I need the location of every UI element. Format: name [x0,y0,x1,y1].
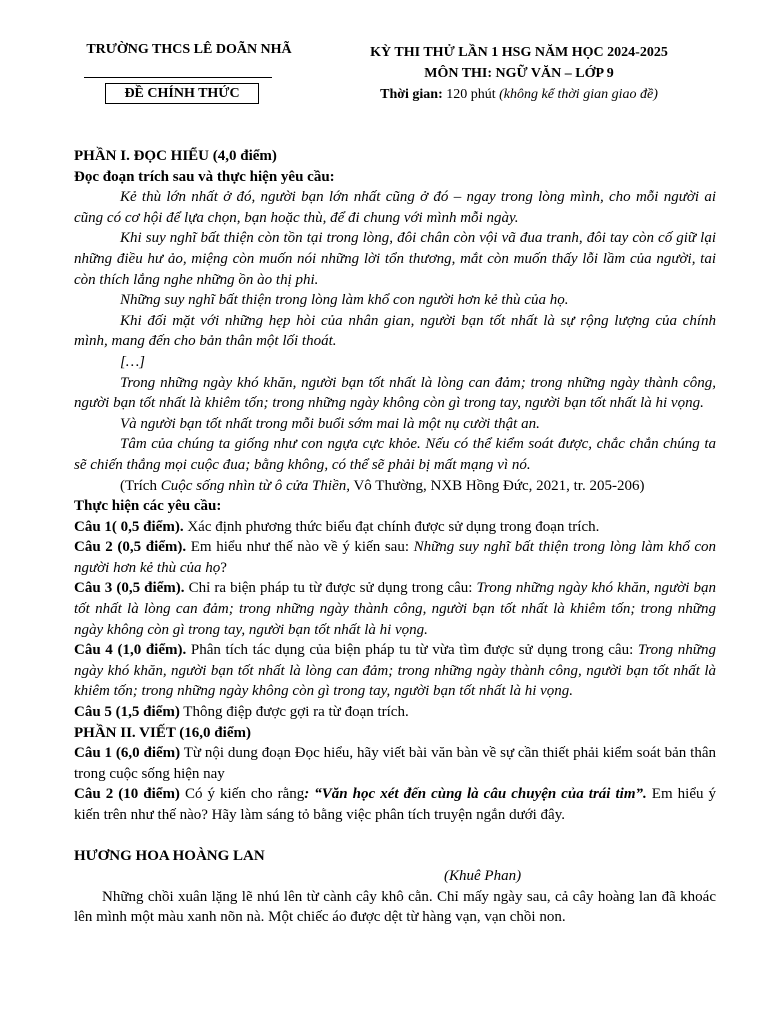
passage-paragraph-7: Tâm của chúng ta giống như con ngựa cực khỏe. Nếu có thể kiểm soát được, chắc chắn chúng ta sẽ chiến thắng mọi cuộc đua; bằng không, có thể sẽ phải bị mất mạng vì nó. [74,436,716,473]
exam-subject: MÔN THI: NGỮ VĂN – LỚP 9 [424,66,614,81]
writing-question-2-label: Câu 2 (10 điểm) [74,786,180,803]
question-3 [74,578,716,640]
part2-heading: PHẦN II. VIẾT (16,0 điểm) [74,724,251,741]
story-title: HƯƠNG HOA HOÀNG LAN [74,847,265,864]
source-suffix: Vô Thường, NXB Hồng Đức, 2021, tr. 205-206) [349,477,645,494]
time-value: 120 phút [442,87,500,102]
question-1-text: Xác định phương thức biểu đạt chính được sử dụng trong đoạn trích. [183,518,600,535]
passage-paragraph-2: Khi suy nghĩ bất thiện còn tồn tại trong lòng, đôi chân còn vội vã đua tranh, đôi tay còn cố giữ lại những điều hư ảo, miệng còn muốn nói những lời tổn thương, mắt còn muốn thấy lỗi lầm của người, tai còn thích lắng nghe những ồn ào thị phi. [74,230,716,288]
official-label-box: ĐỀ CHÍNH THỨC [105,83,259,104]
story-author: (Khuê Phan) [444,868,522,885]
question-5 [74,702,716,723]
question-2 [74,537,716,578]
exam-body [74,146,716,928]
question-5-label: Câu 5 (1,5 điểm) [74,704,180,721]
question-3-text: Chỉ ra biện pháp tu từ được sử dụng trong câu: [184,580,477,597]
question-4-text: Phân tích tác dụng của biện pháp tu từ vừa tìm được sử dụng trong câu: [186,642,638,659]
question-3-label: Câu 3 (0,5 điểm). [74,580,185,597]
school-header [74,42,304,78]
source-title: Cuộc sống nhìn từ ô cửa Thiền, [160,477,350,494]
time-label: Thời gian: [380,87,443,102]
question-1 [74,517,716,538]
passage-paragraph-1: Kẻ thù lớn nhất ở đó, người bạn lớn nhất cũng ở đó – ngay trong lòng mình, cho mỗi người ai cũng có cơ hội để lựa chọn, bạn hoặc thù, để đi chung với mình mỗi ngày. [74,189,716,226]
writing-question-2-quote: : “Văn học xét đến cùng là câu chuyện của trái tim”. [304,786,647,803]
question-2-text: Em hiểu như thế nào về ý kiến sau: [186,539,414,556]
question-2-end: ? [220,559,227,576]
exam-time [336,84,702,105]
question-5-text: Thông điệp được gợi ra từ đoạn trích. [179,704,409,721]
school-name: TRƯỜNG THCS LÊ DOÃN NHÃ [86,42,292,57]
question-2-quote: Những suy nghĩ bất thiện trong lòng làm khổ con người hơn kẻ thù của họ [74,539,717,576]
exam-header [336,42,702,105]
requirements-heading: Thực hiện các yêu cầu: [74,498,222,515]
writing-question-2 [74,784,716,825]
question-4-quote: Trong những ngày khó khăn, người bạn tốt nhất là lòng can đảm; trong những ngày thành công, người bạn tốt nhất là khiêm tốn; trong những ngày không còn gì trong tay, người bạn tốt nhất là hi vọng. [74,642,716,700]
passage-paragraph-5: Trong những ngày khó khăn, người bạn tốt nhất là lòng can đảm; trong những ngày thành công, người bạn tốt nhất là khiêm tốn; trong những ngày không còn gì trong tay, người bạn tốt nhất là hi vọng. [74,374,716,412]
passage-source [74,476,716,497]
writing-question-2-end: Em hiểu ý kiến trên như thế nào? Hãy làm sáng tỏ bằng việc phân tích truyện ngắn dưới đây. [74,786,717,823]
passage-paragraph-4: Khi đối mặt với những hẹp hòi của nhân gian, người bạn tốt nhất là sự rộng lượng của chính mình, mang đến cho bản thân một lối thoát. [74,312,716,350]
source-prefix: (Trích [120,477,161,494]
question-2-label: Câu 2 (0,5 điểm). [74,539,187,556]
part1-instruction: Đọc đoạn trích sau và thực hiện yêu cầu: [74,168,335,185]
school-underline [84,77,272,78]
writing-question-1-text: Từ nội dung đoạn Đọc hiểu, hãy viết bài văn bàn về sự cần thiết phải kiểm soát bản thân trong cuộc sống hiện nay [74,745,716,782]
passage-paragraph-3: Những suy nghĩ bất thiện trong lòng làm khổ con người hơn kẻ thù của họ. [120,292,569,309]
question-4 [74,640,716,702]
writing-question-1-label: Câu 1 (6,0 điểm) [74,745,181,762]
time-note: (không kể thời gian giao đề) [499,87,658,102]
exam-title: KỲ THI THỬ LẦN 1 HSG NĂM HỌC 2024-2025 [370,45,668,60]
part1-heading: PHẦN I. ĐỌC HIỂU (4,0 điểm) [74,148,277,164]
writing-question-1 [74,743,716,784]
question-1-label: Câu 1( 0,5 điểm). [74,518,184,535]
story-paragraph-1: Những chồi xuân lặng lẽ nhú lên từ cành cây khô cằn. Chỉ mấy ngày sau, cả cây hoàng lan đã khoác lên mình một màu xanh nõn nà. Một chiếc áo được dệt từ hàng vạn, vạn chồi non. [74,888,716,926]
passage-ellipsis: […] [120,353,146,370]
passage-paragraph-6: Và người bạn tốt nhất trong mỗi buổi sớm mai là một nụ cười thật an. [120,415,540,432]
writing-question-2-text: Có ý kiến cho rằng [179,786,305,803]
question-3-quote: Trong những ngày khó khăn, người bạn tốt nhất là lòng can đảm; trong những ngày thành công, người bạn tốt nhất là khiêm tốn; trong những ngày không còn gì trong tay, người bạn tốt nhất là hi vọng. [74,580,716,638]
question-4-label: Câu 4 (1,0 điểm). [74,642,187,659]
